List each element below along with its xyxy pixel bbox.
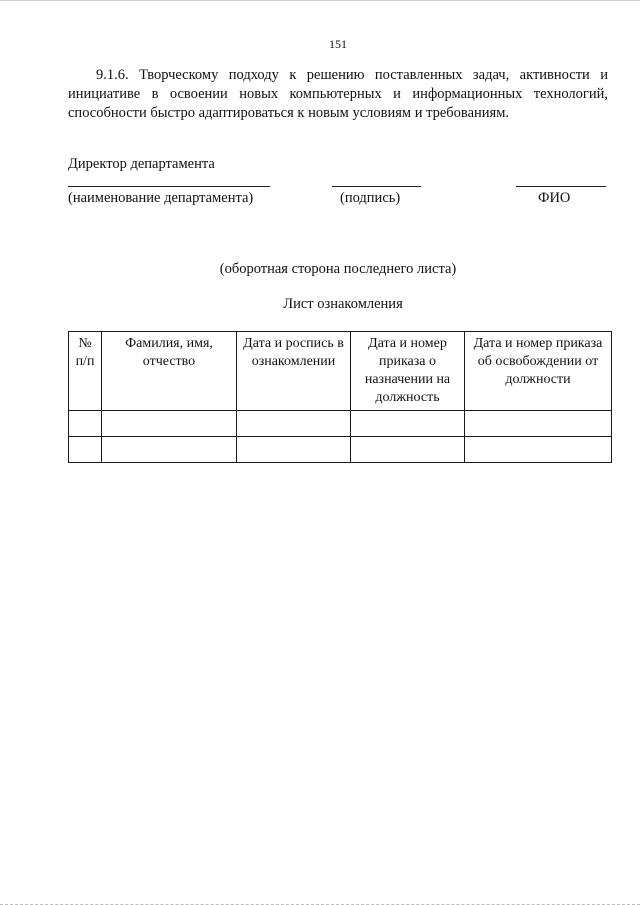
acknowledgement-table	[68, 331, 612, 463]
header-number: № п/п	[69, 332, 102, 411]
reverse-side-note: (оборотная сторона последнего листа)	[219, 261, 457, 277]
table-cell	[69, 437, 102, 463]
header-appointment-order: Дата и номер приказа о назначении на должность	[351, 332, 465, 411]
scan-edge-top	[0, 0, 640, 4]
header-acknowledgement-date: Дата и роспись в ознакомлении	[237, 332, 351, 411]
table-cell	[465, 411, 612, 437]
signature-line	[332, 186, 421, 187]
header-full-name: Фамилия, имя, отчество	[102, 332, 237, 411]
table-cell	[102, 411, 237, 437]
header-release-order: Дата и номер приказа об освобождении от должности	[465, 332, 612, 411]
page-number: 151	[329, 37, 347, 51]
table-row	[69, 437, 612, 463]
table-cell	[69, 411, 102, 437]
clause-paragraph: 9.1.6. Творческому подходу к решению поставленных задач, активности и инициативе в освоении новых компьютерных и информационных технологий, способности быстро адаптироваться к новым условиям и требованиям.	[68, 67, 608, 121]
table-header-row	[69, 332, 612, 411]
fio-line	[516, 186, 606, 187]
signature-caption: (подпись)	[340, 190, 401, 206]
department-caption: (наименование департамента)	[68, 190, 254, 206]
fio-caption: ФИО	[538, 190, 571, 206]
sheet-title: Лист ознакомления	[283, 296, 403, 312]
scan-edge-bottom	[0, 901, 640, 905]
table-cell	[102, 437, 237, 463]
table-row	[69, 411, 612, 437]
signature-title: Директор департамента	[68, 156, 215, 172]
table-cell	[465, 437, 612, 463]
table-cell	[351, 411, 465, 437]
table-cell	[237, 437, 351, 463]
table-cell	[237, 411, 351, 437]
department-name-line	[68, 186, 270, 187]
table-cell	[351, 437, 465, 463]
